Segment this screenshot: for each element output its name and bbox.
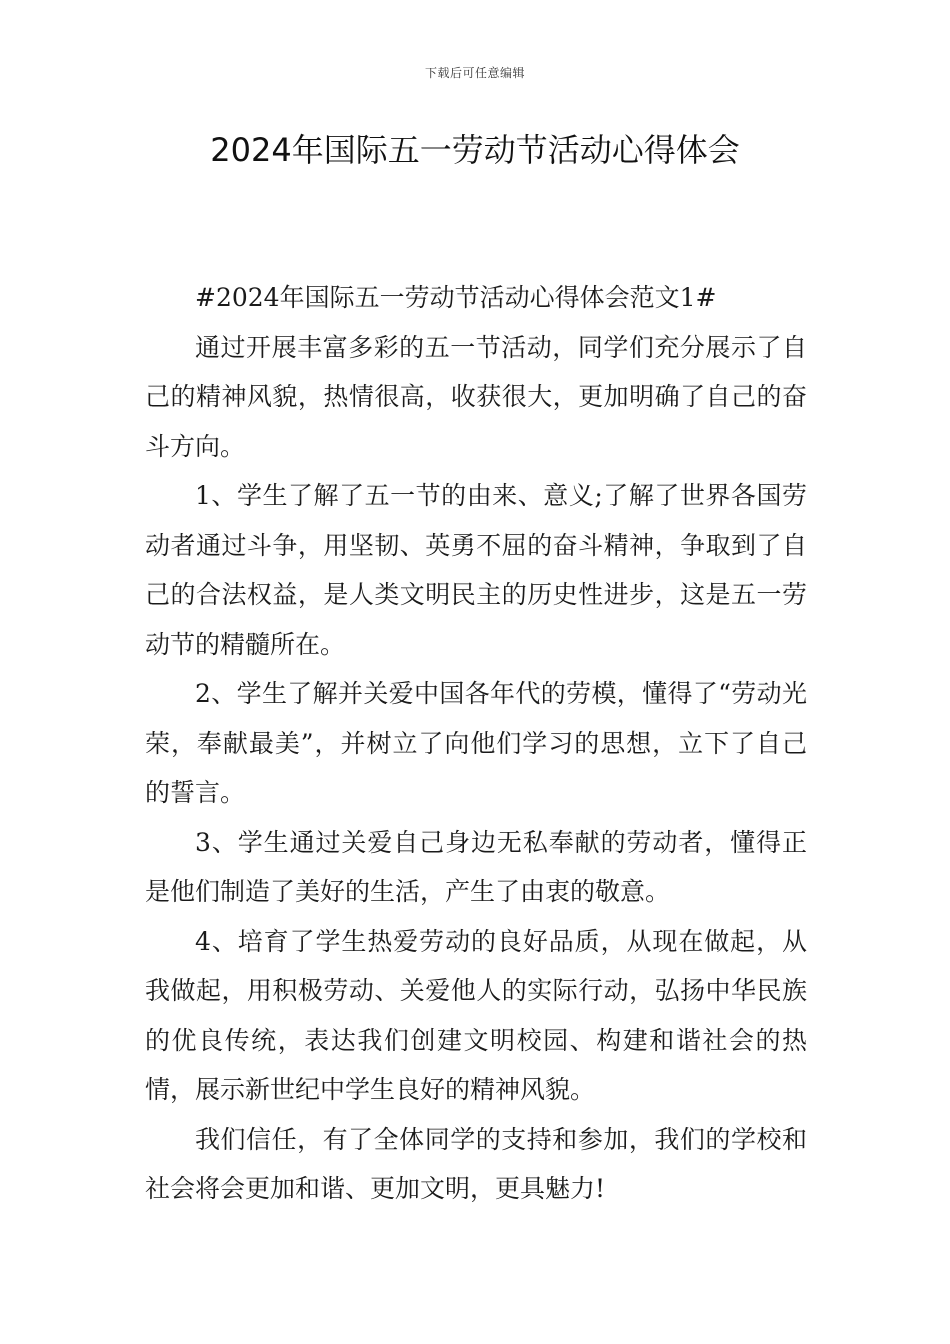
paragraph-intro: 通过开展丰富多彩的五一节活动，同学们充分展示了自己的精神风貌，热情很高，收获很大，更加明确了自己的奋斗方向。 xyxy=(145,332,807,461)
paragraph-point-1: 1、学生了解了五一节的由来、意义;了解了世界各国劳动者通过斗争，用坚韧、英勇不屈的奋斗精神，争取到了自己的合法权益，是人类文明民主的历史性进步，这是五一劳动节的精髓所在。 xyxy=(145,481,807,659)
paragraph-point-2: 2、学生了解并关爱中国各年代的劳模，懂得了“劳动光荣，奉献最美”，并树立了向他们学习的思想，立下了自己的誓言。 xyxy=(145,679,807,807)
paragraph-point-3: 3、学生通过关爱自己身边无私奉献的劳动者，懂得正是他们制造了美好的生活，产生了由衷的敬意。 xyxy=(145,827,807,906)
paragraph-conclusion: 我们信任，有了全体同学的支持和参加，我们的学校和社会将会更加和谐、更加文明，更具魅力! xyxy=(145,1124,807,1203)
paragraph-point-4: 4、培育了学生热爱劳动的良好品质，从现在做起，从我做起，用积极劳动、关爱他人的实际行动，弘扬中华民族的优良传统，表达我们创建文明校园、构建和谐社会的热情，展示新世纪中学生良好的精神风貌。 xyxy=(145,926,807,1104)
document-body xyxy=(145,273,807,1214)
header-note: 下载后可任意编辑 xyxy=(424,66,525,80)
document-title: 2024年国际五一劳动节活动心得体会 xyxy=(210,131,740,169)
section-heading: #2024年国际五一劳动节活动心得体会范文1# xyxy=(195,283,717,312)
